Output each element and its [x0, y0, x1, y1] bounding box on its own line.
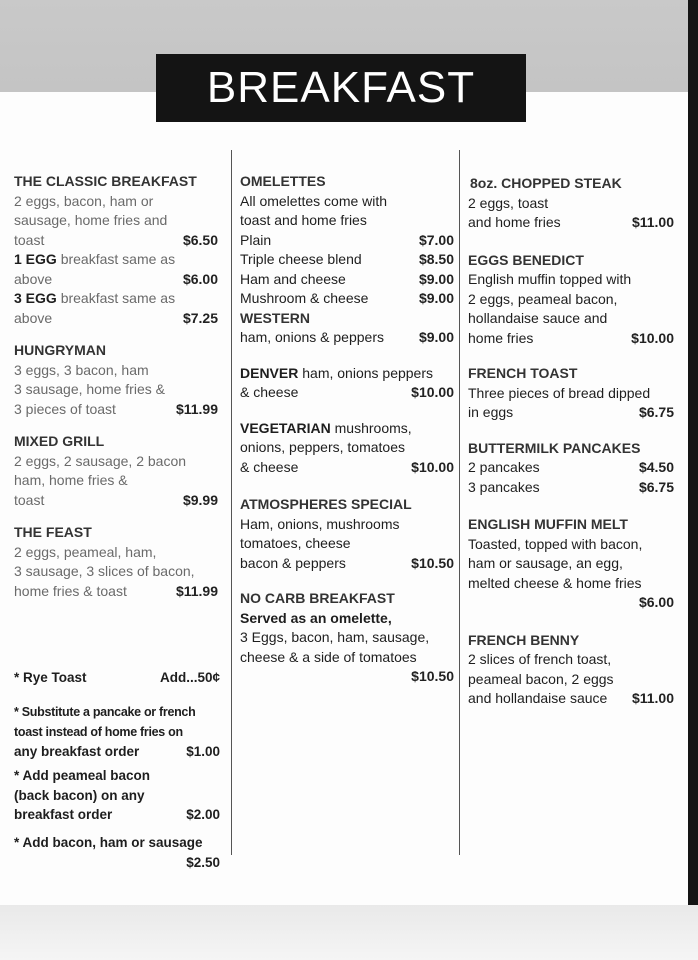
item-price: $11.99	[175, 582, 218, 599]
item-price: $7.25	[182, 309, 218, 326]
item-name: FRENCH TOAST	[468, 365, 578, 381]
item-desc: English muffin topped with	[468, 271, 632, 287]
item-name: 3 EGG	[14, 290, 57, 306]
item-price: $6.75	[638, 404, 674, 420]
item-desc: 2 slices of french toast,	[468, 651, 612, 667]
item-desc: and hollandaise sauce	[468, 690, 608, 706]
menu-column-2	[240, 172, 454, 700]
item-desc: hollandaise sauce and	[468, 310, 608, 326]
menu-item-mixed-grill	[14, 432, 218, 510]
menu-column-1	[14, 172, 218, 614]
item-desc: ham, onions & peppers	[240, 329, 384, 345]
addon-price: Add...50¢	[159, 670, 220, 685]
option-label: Triple cheese blend	[240, 251, 362, 267]
addon-label: * Add bacon, ham or sausage	[14, 835, 203, 850]
item-desc: 3 sausage, 3 slices of bacon,	[14, 563, 195, 579]
option-price: $9.00	[418, 290, 454, 306]
addon-rye-toast	[14, 668, 220, 688]
item-desc: toast	[14, 491, 45, 508]
item-desc: Ham, onions, mushrooms	[240, 515, 400, 532]
menu-item-muffin-melt	[468, 515, 674, 613]
menu-item-french-toast	[468, 364, 674, 423]
item-desc: Three pieces of bread dipped	[468, 384, 651, 401]
menu-item-hungryman	[14, 341, 218, 419]
item-desc: melted cheese & home fries	[468, 574, 642, 591]
item-desc: 3 pieces of toast	[14, 400, 116, 417]
item-price: $10.00	[411, 384, 454, 400]
option-price: $8.50	[418, 251, 454, 267]
item-name: DENVER	[240, 364, 299, 381]
option-price: $6.75	[638, 478, 674, 495]
item-desc: breakfast same as	[60, 251, 176, 267]
item-price: $6.00	[638, 594, 674, 610]
addon-label: * Add peameal bacon	[14, 768, 151, 783]
menu-title: BREAKFAST	[156, 54, 526, 122]
item-name: 1 EGG	[14, 251, 57, 267]
menu-item-3-egg	[14, 289, 218, 328]
item-desc: 3 Eggs, bacon, ham, sausage,	[240, 629, 430, 645]
item-desc: toast	[14, 231, 45, 248]
item-desc: home fries	[468, 329, 534, 346]
menu-item-french-benny	[468, 631, 674, 709]
item-name: BUTTERMILK PANCAKES	[468, 439, 641, 456]
item-name: OMELETTES	[240, 173, 326, 189]
item-name: THE FEAST	[14, 524, 92, 540]
option-price: $4.50	[638, 459, 674, 475]
item-price: $9.00	[418, 329, 454, 345]
item-price: $11.00	[631, 690, 674, 706]
menu-item-denver	[240, 364, 454, 403]
menu-item-atmospheres	[240, 495, 454, 573]
item-price: $10.00	[631, 329, 674, 346]
item-name: NO CARB BREAKFAST	[240, 590, 395, 606]
addon-price: $2.50	[186, 854, 220, 870]
item-desc: 2 eggs, 2 sausage, 2 bacon	[14, 452, 187, 469]
item-desc: & cheese	[240, 384, 299, 400]
addon-label: * Substitute a pancake or french	[14, 705, 196, 719]
menu-item-pancakes	[468, 439, 674, 498]
option-price: $9.00	[418, 270, 454, 287]
item-desc: onions, peppers, tomatoes	[240, 439, 405, 455]
addon-label: toast instead of home fries on	[14, 724, 183, 739]
item-name: ENGLISH MUFFIN MELT	[468, 516, 628, 532]
item-desc: 3 eggs, 3 bacon, ham	[14, 361, 149, 378]
item-desc: ham or sausage, an egg,	[468, 555, 623, 571]
item-desc: sausage, home fries and	[14, 212, 168, 228]
menu-item-chopped-steak	[468, 174, 674, 233]
addon-label: breakfast order	[14, 807, 113, 822]
menu-item-western	[240, 309, 454, 348]
item-desc: mushrooms,	[334, 419, 412, 436]
item-desc: & cheese	[240, 458, 299, 475]
menu-column-3	[468, 174, 674, 722]
column-divider	[459, 150, 460, 855]
option-label: 2 pancakes	[468, 459, 540, 475]
item-desc: above	[14, 270, 53, 287]
item-name: MIXED GRILL	[14, 433, 105, 449]
item-price: $9.99	[182, 491, 218, 508]
option-price: $7.00	[418, 231, 454, 248]
item-desc: bacon & peppers	[240, 554, 346, 571]
menu-item-1-egg	[14, 250, 218, 289]
scan-edge	[688, 0, 698, 905]
addon-peameal	[14, 766, 220, 825]
item-desc: toast and home fries	[240, 212, 367, 228]
menu-item-classic	[14, 172, 218, 250]
item-desc: and home fries	[468, 214, 561, 230]
item-name: EGGS BENEDICT	[468, 251, 584, 268]
item-name: 8oz. CHOPPED STEAK	[470, 175, 622, 191]
addon-price: $2.00	[186, 807, 220, 822]
item-desc: peameal bacon, 2 eggs	[468, 670, 614, 687]
menu-item-omelettes	[240, 172, 454, 309]
item-desc: home fries & toast	[14, 582, 127, 599]
option-label: Ham and cheese	[240, 270, 346, 287]
item-price: $10.50	[411, 668, 454, 684]
item-desc: tomatoes, cheese	[240, 535, 351, 551]
option-label: 3 pancakes	[468, 478, 540, 495]
addon-price: $1.00	[186, 744, 220, 759]
addon-bacon	[14, 833, 226, 872]
menu-item-vegetarian	[240, 419, 454, 478]
item-name: VEGETARIAN	[240, 419, 331, 436]
item-name: THE CLASSIC BREAKFAST	[14, 173, 197, 189]
item-price: $10.50	[411, 554, 454, 571]
item-desc: above	[14, 309, 53, 326]
option-label: Plain	[240, 231, 272, 248]
item-desc: breakfast same as	[60, 290, 176, 306]
scan-bottom	[0, 905, 698, 960]
menu-item-feast	[14, 523, 218, 601]
item-price: $6.00	[182, 270, 218, 287]
item-desc: ham, onions peppers	[302, 364, 434, 381]
addon-label: (back bacon) on any	[14, 787, 145, 803]
item-desc: 2 eggs, toast	[468, 194, 549, 211]
item-desc: in eggs	[468, 404, 514, 420]
item-desc: 2 eggs, peameal, ham,	[14, 543, 157, 560]
item-desc: 3 sausage, home fries &	[14, 381, 165, 397]
item-price: $11.00	[631, 214, 674, 230]
addon-label: * Rye Toast	[14, 670, 87, 685]
item-price: $10.00	[411, 458, 454, 475]
item-desc: Toasted, topped with bacon,	[468, 535, 643, 552]
item-name: ATMOSPHERES SPECIAL	[240, 496, 412, 512]
item-name: HUNGRYMAN	[14, 342, 107, 358]
item-price: $11.99	[175, 400, 218, 417]
item-desc: All omelettes come with	[240, 192, 388, 209]
addon-substitute	[14, 703, 220, 762]
item-name: FRENCH BENNY	[468, 631, 580, 648]
menu-item-no-carb	[240, 589, 454, 687]
option-label: Mushroom & cheese	[240, 290, 369, 306]
item-desc: ham, home fries &	[14, 472, 128, 488]
menu-item-eggs-benedict	[468, 251, 674, 349]
column-divider	[231, 150, 232, 855]
item-name: WESTERN	[240, 309, 310, 326]
item-desc: 2 eggs, bacon, ham or	[14, 192, 154, 209]
addon-label: any breakfast order	[14, 744, 140, 759]
item-subtitle: Served as an omelette,	[240, 609, 392, 626]
item-price: $6.50	[182, 231, 218, 248]
item-desc: cheese & a side of tomatoes	[240, 648, 417, 665]
item-desc: 2 eggs, peameal bacon,	[468, 290, 618, 307]
